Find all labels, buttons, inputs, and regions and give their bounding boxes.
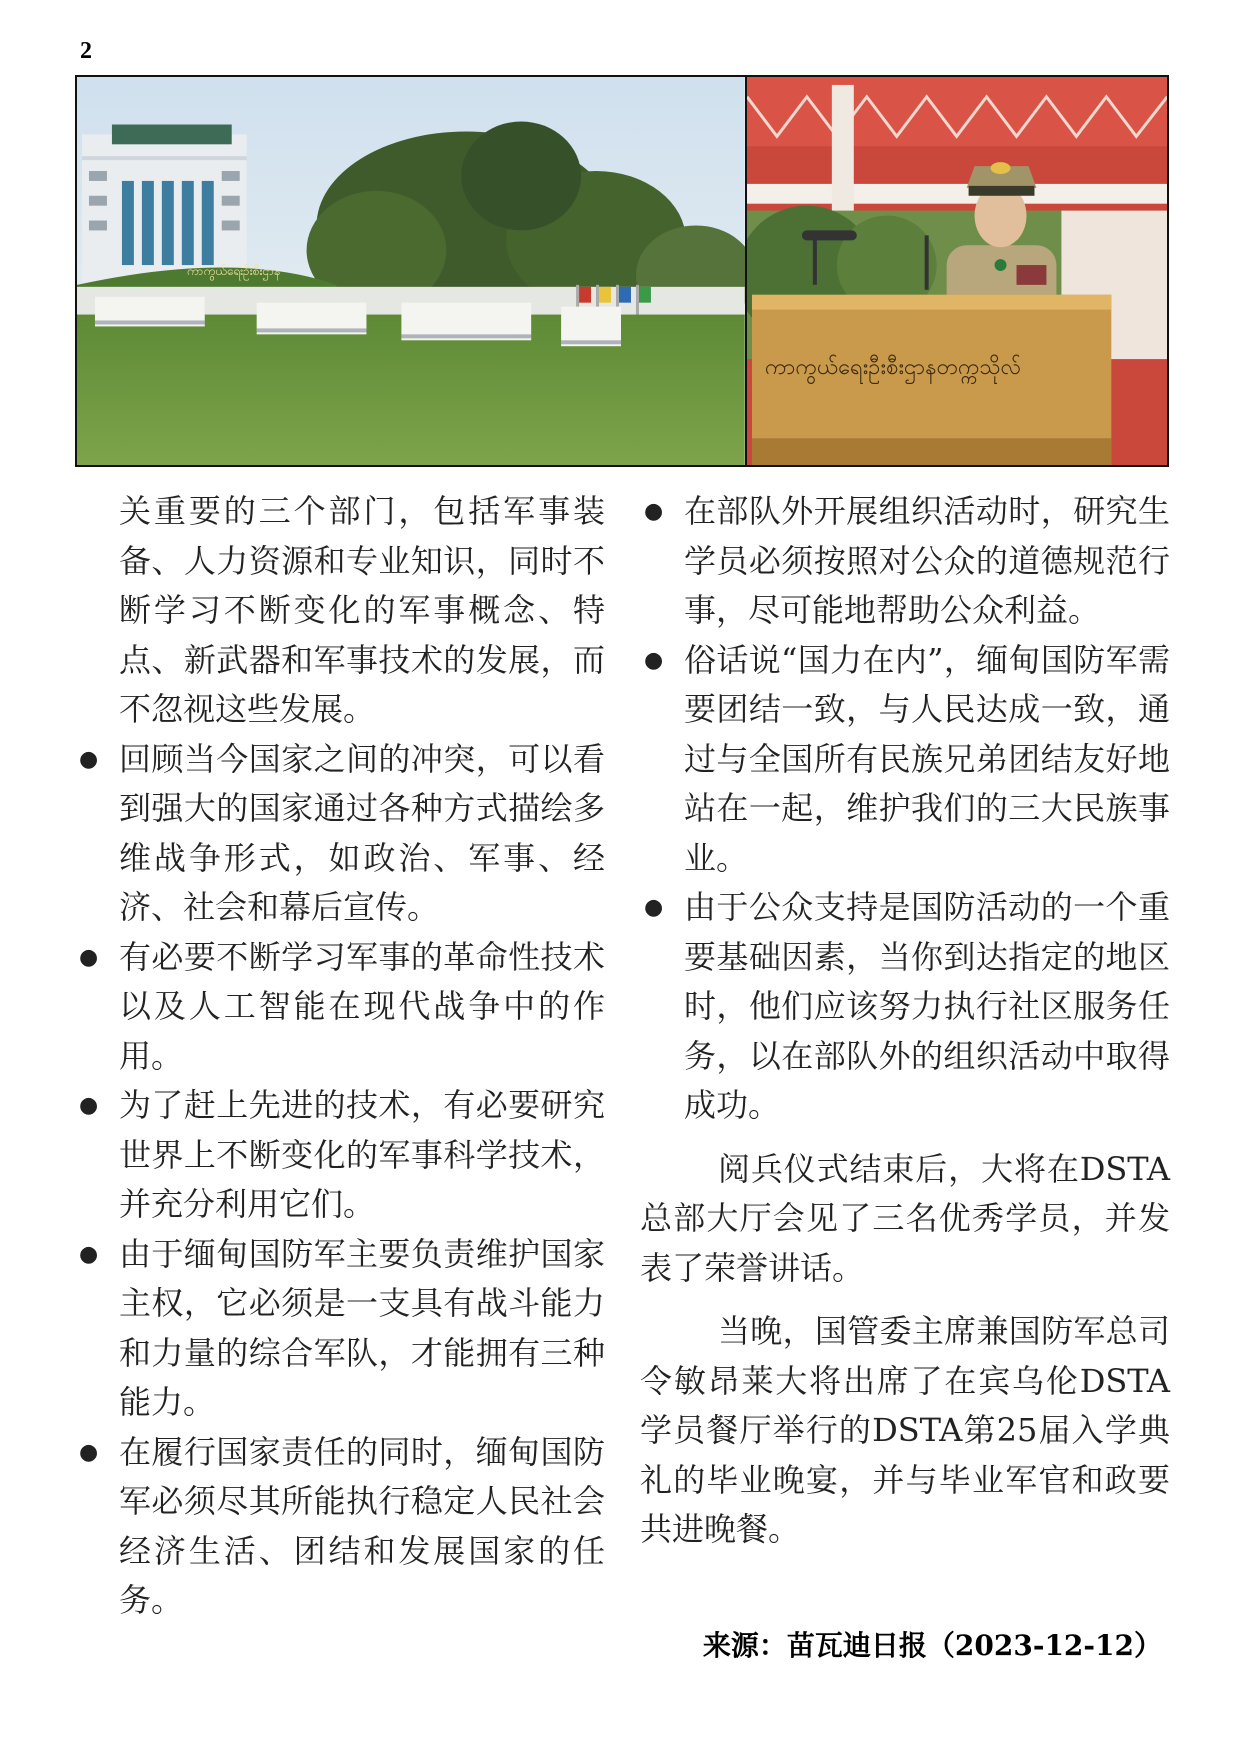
list-item: ● 在履行国家责任的同时，缅甸国防军必须尽其所能执行稳定人民社会经济生活、团结和发展国家的任务。 xyxy=(75,1428,605,1626)
podium-inscription: ကာကွယ်ရေးဦးစီးဌာနတက္ကသိုလ် xyxy=(764,355,1022,380)
right-bullet-list xyxy=(640,487,1170,1131)
building-banner: ကာကွယ်ရေးဦးစီးဌာန xyxy=(186,264,281,278)
bullet-dot-icon: ● xyxy=(79,746,99,772)
list-item: ● 回顾当今国家之间的冲突，可以看到强大的国家通过各种方式描绘多维战争形式，如政治、军事、经济、社会和幕后宣传。 xyxy=(75,735,605,933)
photo-strip xyxy=(75,75,1169,467)
body-paragraph: 阅兵仪式结束后，大将在DSTA总部大厅会见了三名优秀学员，并发表了荣誉讲话。 xyxy=(640,1149,1170,1287)
bullet-dot-icon: ● xyxy=(79,1439,99,1465)
source-credit: 来源：苗瓦迪日报（2023-12-12） xyxy=(702,1629,1162,1662)
list-item: ● 俗话说“国力在内”，缅甸国防军需要团结一致，与人民达成一致，通过与全国所有民族兄弟团结友好地站在一起，维护我们的三大民族事业。 xyxy=(640,636,1170,884)
list-item: ● 由于缅甸国防军主要负责维护国家主权，它必须是一支具有战斗能力和力量的综合军队，才能拥有三种能力。 xyxy=(75,1230,605,1428)
page-number: 2 xyxy=(80,38,92,64)
right-column xyxy=(640,487,1170,1555)
bullet-dot-icon: ● xyxy=(79,1241,99,1267)
bullet-dot-icon: ● xyxy=(644,895,664,920)
bullet-dot-icon: ● xyxy=(644,647,664,673)
list-item: ● 有必要不断学习军事的革命性技术以及人工智能在现代战争中的作用。 xyxy=(75,933,605,1082)
bullet-dot-icon: ● xyxy=(79,944,99,970)
speaker-photo xyxy=(747,77,1167,465)
body-paragraph: 当晚，国管委主席兼国防军总司令敏昂莱大将出席了在宾乌伦DSTA学员餐厅举行的DSTA第25届入学典礼的毕业晚宴，并与毕业军官和政要共进晚餐。 xyxy=(640,1312,1170,1548)
list-item: ● 由于公众支持是国防活动的一个重要基础因素，当你到达指定的地区时，他们应该努力执行社区服务任务，以在部队外的组织活动中取得成功。 xyxy=(640,883,1170,1131)
bullet-dot-icon: ● xyxy=(79,1093,99,1118)
left-column xyxy=(75,487,605,1626)
continuation-paragraph: 关重要的三个部门，包括军事装备、人力资源和专业知识，同时不断学习不断变化的军事概念、特点、新武器和军事技术的发展，而不忽视这些发展。 xyxy=(119,492,605,728)
left-bullet-list xyxy=(75,735,605,1626)
bullet-dot-icon: ● xyxy=(644,499,664,524)
parade-ground-photo xyxy=(77,77,747,465)
list-item: ● 在部队外开展组织活动时，研究生学员必须按照对公众的道德规范行事，尽可能地帮助公众利益。 xyxy=(640,487,1170,636)
list-item: ● 为了赶上先进的技术，有必要研究世界上不断变化的军事科学技术，并充分利用它们。 xyxy=(75,1081,605,1230)
